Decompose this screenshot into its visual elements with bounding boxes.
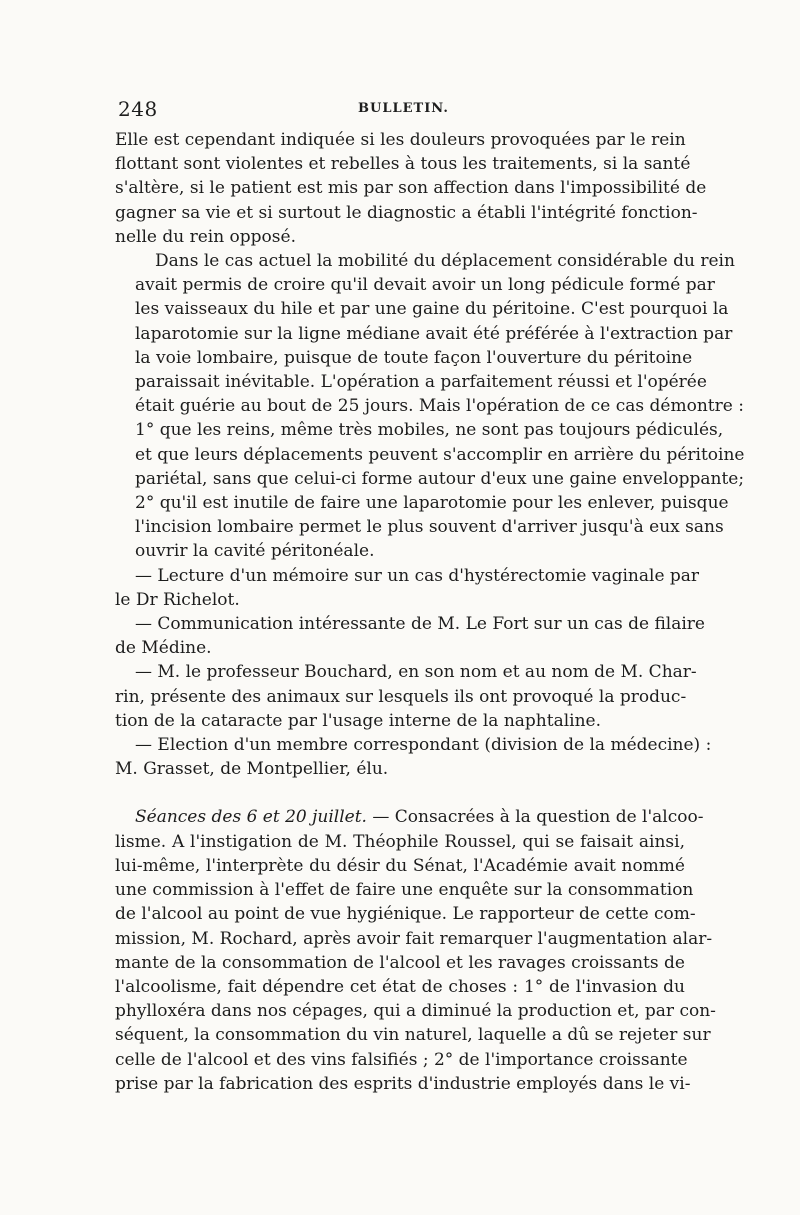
- text-line: lisme. A l'instigation de M. Théophile Roussel, qui se faisait ainsi,: [115, 831, 685, 852]
- paragraph-election: [115, 733, 712, 781]
- text-line: l'incision lombaire permet le plus souvent d'arriver jusqu'à eux sans: [135, 517, 724, 538]
- paragraph-cas-actuel: [115, 249, 745, 564]
- text-line: Elle est cependant indiquée si les douleurs provoquées par le rein: [115, 130, 686, 150]
- text-line: — Lecture d'un mémoire sur un cas d'hystérectomie vaginale par: [135, 565, 700, 586]
- text-line: ouvrir la cavité péritonéale.: [135, 541, 375, 562]
- text-line: le Dr Richelot.: [115, 589, 240, 610]
- text-line: Séances des 6 et 20 juillet. — Consacrées à la question de l'alcoo-: [135, 807, 704, 828]
- text-line: laparotomie sur la ligne médiane avait été préférée à l'extraction par: [135, 323, 733, 344]
- text-line: la voie lombaire, puisque de toute façon l'ouverture du péritoine: [135, 347, 693, 368]
- paragraph-rein-flottant: [115, 128, 707, 249]
- text-line: mission, M. Rochard, après avoir fait remarquer l'augmentation alar-: [115, 928, 713, 949]
- text-line: 2° qu'il est inutile de faire une laparotomie pour les enlever, puisque: [135, 493, 729, 514]
- running-title: BULLETIN.: [358, 101, 449, 116]
- paragraph-bouchard: [115, 660, 697, 733]
- text-line: de l'alcool au point de vue hygiénique. Le rapporteur de cette com-: [115, 904, 696, 925]
- paragraph-alcoolisme: [115, 805, 716, 1095]
- paragraph-le-fort: [115, 612, 705, 660]
- text-line: et que leurs déplacements peuvent s'accomplir en arrière du péritoine: [135, 444, 745, 465]
- text-line: nelle du rein opposé.: [115, 226, 296, 247]
- page-header: [118, 97, 688, 125]
- text-line: paraissait inévitable. L'opération a parfaitement réussi et l'opérée: [135, 372, 707, 393]
- text-line: était guérie au bout de 25 jours. Mais l'opération de ce cas démontre :: [135, 396, 744, 417]
- text-line: tion de la cataracte par l'usage interne de la naphtaline.: [115, 710, 602, 731]
- text-line: prise par la fabrication des esprits d'industrie employés dans le vi-: [115, 1073, 691, 1094]
- text-line: pariétal, sans que celui-ci forme autour d'eux une gaine enveloppante;: [135, 468, 745, 489]
- text-line: 1° que les reins, même très mobiles, ne sont pas toujours pédiculés,: [135, 420, 724, 441]
- text-line: l'alcoolisme, fait dépendre cet état de choses : 1° de l'invasion du: [115, 976, 685, 997]
- text-line: de Médine.: [115, 638, 212, 659]
- text-line: s'altère, si le patient est mis par son affection dans l'impossibilité de: [115, 178, 707, 199]
- section-gap: [115, 781, 685, 805]
- text-line: — M. le professeur Bouchard, en son nom et au nom de M. Char-: [135, 662, 697, 683]
- session-heading: Séances des 6 et 20 juillet.: [135, 807, 373, 828]
- text-line: flottant sont violentes et rebelles à tous les traitements, si la santé: [115, 154, 691, 175]
- text-line: les vaisseaux du hile et par une gaine du péritoine. C'est pourquoi la: [135, 299, 729, 320]
- text-line: gagner sa vie et si surtout le diagnostic a établi l'intégrité fonction-: [115, 202, 698, 223]
- text-line: rin, présente des animaux sur lesquels ils ont provoqué la produc-: [115, 686, 687, 707]
- paragraph-richelot: [115, 564, 700, 612]
- body-text: [115, 128, 745, 1096]
- text-line: séquent, la consommation du vin naturel, laquelle a dû se rejeter sur: [115, 1025, 711, 1046]
- text-line: une commission à l'effet de faire une enquête sur la consommation: [115, 880, 694, 901]
- text-line: M. Grasset, de Montpellier, élu.: [115, 759, 389, 780]
- text-line: — Election d'un membre correspondant (division de la médecine) :: [135, 735, 712, 756]
- text-line: avait permis de croire qu'il devait avoir un long pédicule formé par: [135, 275, 715, 296]
- text-line: — Communication intéressante de M. Le Fort sur un cas de filaire: [135, 614, 705, 635]
- text-line: lui-même, l'interprète du désir du Sénat, l'Académie avait nommé: [115, 855, 685, 876]
- text-line: mante de la consommation de l'alcool et les ravages croissants de: [115, 952, 685, 973]
- text-line: celle de l'alcool et des vins falsifiés ; 2° de l'importance croissante: [115, 1049, 688, 1070]
- text-line: phylloxéra dans nos cépages, qui a diminué la production et, par con-: [115, 1001, 716, 1022]
- text-line: Dans le cas actuel la mobilité du déplacement considérable du rein: [155, 251, 735, 272]
- page-number: 248: [118, 97, 158, 121]
